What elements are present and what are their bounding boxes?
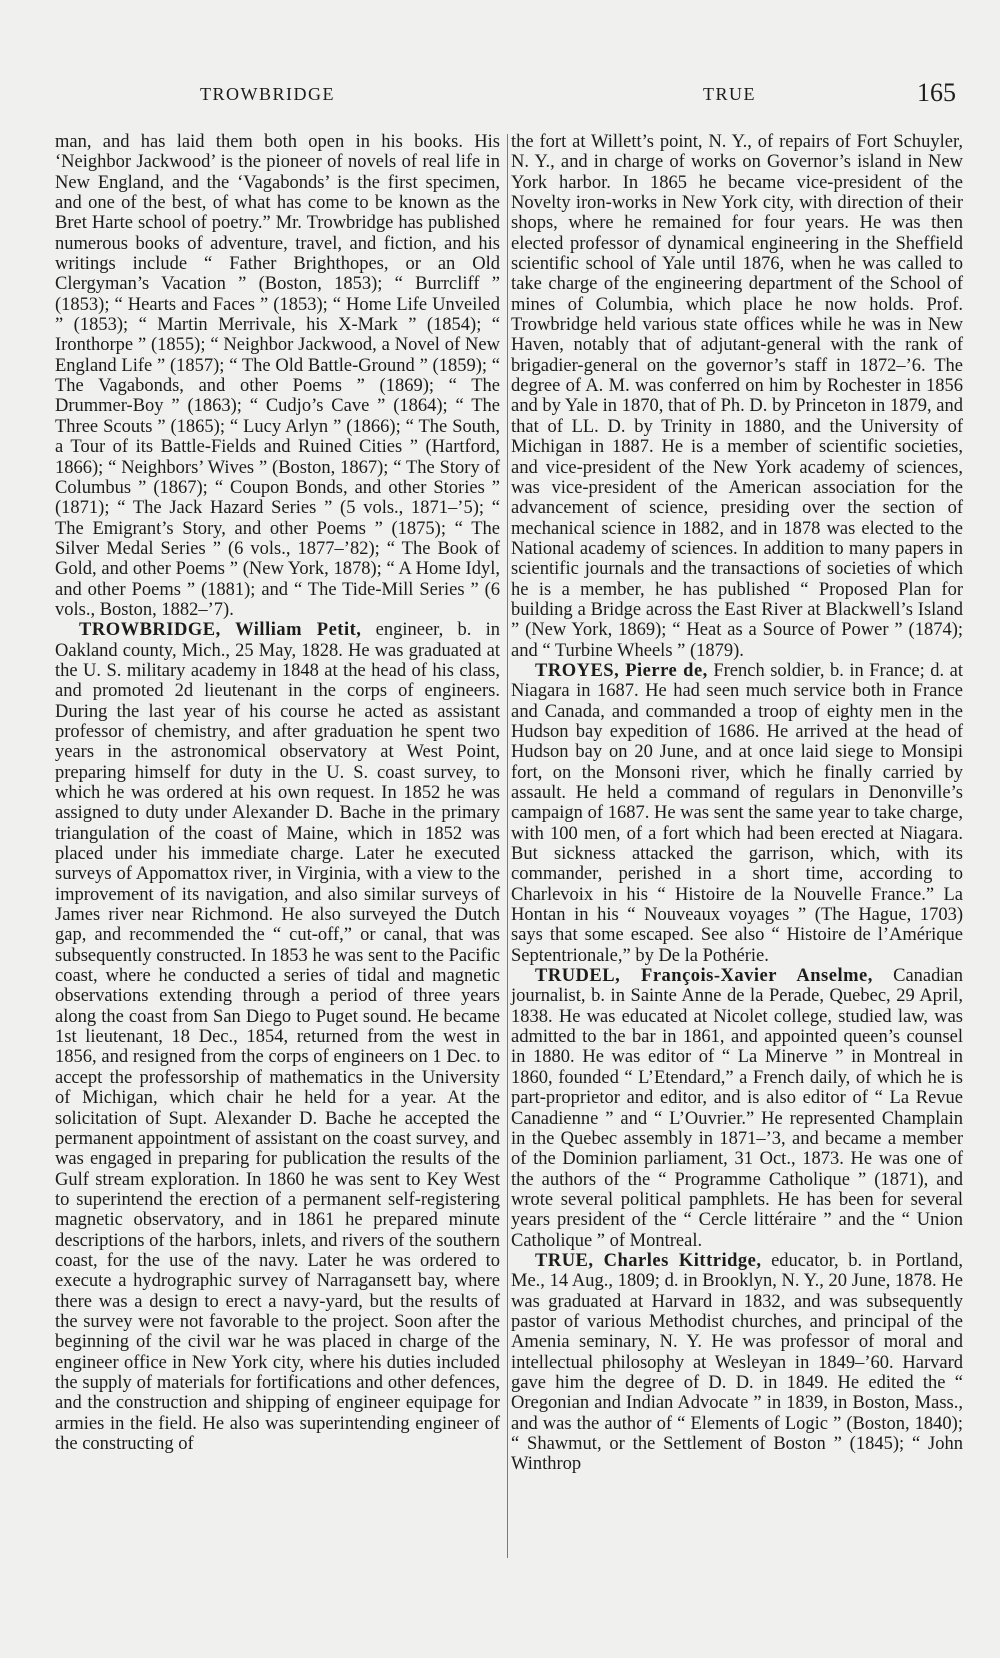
entry-body: educator, b. in Portland, Me., 14 Aug., 1809; d. in Brooklyn, N. Y., 20 June, 1878. He was graduated at Harvard in 1832, and was subsequently pastor of various Methodist churches, and principal of the Amenia seminary, N. Y. He was professor of moral and intellectual philosophy at Wesleyan in 1849–’60. Harvard gave him the degree of D. D. in 1849. He edited the “ Oregonian and Indian Advocate ” in 1839, in Boston, Mass., and was the author of “ Elements of Logic ” (Boston, 1840); “ Shawmut, or the Settlement of Boston ” (1845); “ John Winthrop bbox=[511, 1250, 964, 1475]
entry-body: Canadian journalist, b. in Sainte Anne de la Perade, Quebec, 29 April, 1838. He was educated at Nicolet college, studied law, was admitted to the bar in 1861, and appointed queen’s counsel in 1880. He was editor of “ La Minerve ” in Montreal in 1860, founded “ L’Etendard,” a French daily, of which he is part-proprietor and editor, and is also editor of “ La Revue Canadienne ” and “ L’Ouvrier.” He represented Champlain in the Quebec assembly in 1871–’3, and became a member of the Dominion parliament, 31 Oct., 1873. He was one of the authors of the “ Programme Catholique ” (1871), and wrote several political pamphlets. He has been for several years president of the “ Cercle littéraire ” and the “ Union Catholique ” of Montreal. bbox=[511, 966, 963, 1251]
left-column bbox=[55, 132, 500, 1454]
running-head-center: TRUE bbox=[703, 84, 756, 104]
page-number: 165 bbox=[917, 78, 956, 107]
entry-headword: TROWBRIDGE, William Petit, bbox=[79, 620, 362, 641]
continued-paragraph: the fort at Willett’s point, N. Y., of repairs of Fort Schuyler, N. Y., and in charge of works on Governor’s island in New York harbor. In 1865 he became vice-president of the Novelty iron-works in New York city, with direction of their shops, where he remained for four years. He was then elected professor of dynamical engineering in the Sheffield scientific school of Yale until 1876, when he was called to take charge of the engineering department of the School of mines of Columbia, which place he now holds. Prof. Trowbridge held various state offices while he was in New Haven, notably that of adjutant-general with the rank of brigadier-general on the governor’s staff in 1872–’6. The degree of A. M. was conferred on him by Rochester in 1856 and by Yale in 1870, that of Ph. D. by Princeton in 1879, and that of LL. D. by Trinity in 1880, and the University of Michigan in 1887. He is a member of scientific societies, and vice-president of the New York academy of sciences, was vice-president of the American association for the advancement of science, presiding over the section of mechanical science in 1882, and in 1878 was elected to the National academy of sciences. In addition to many papers in scientific journals and the transactions of societies of which he is a member, he has published “ Proposed Plan for building a Bridge across the East River at Blackwell’s Island ” (New York, 1869); “ Heat as a Source of Power ” (1874); and “ Turbine Wheels ” (1879). bbox=[511, 132, 963, 661]
entry-headword: TROYES, Pierre de, bbox=[535, 660, 708, 681]
entry-headword: TRUE, Charles Kittridge, bbox=[535, 1250, 762, 1271]
running-head bbox=[0, 78, 1000, 112]
entry-body: engineer, b. in Oakland county, Mich., 25 May, 1828. He was graduated at the U. S. military academy in 1848 at the head of his class, and promoted 2d lieutenant in the corps of engineers. During the last year of his course he acted as assistant professor of chemistry, and after graduation he spent two years in the astronomical observatory at West Point, preparing himself for duty in the U. S. coast survey, to which he was ordered at his own request. In 1852 he was assigned to duty under Alexander D. Bache in the primary triangulation of the coast of Maine, which in 1852 was placed under his immediate charge. Later he executed surveys of Appomattox river, in Virginia, with a view to the improvement of its navigation, and also similar surveys of James river near Richmond. He also surveyed the Dutch gap, and recommended the “ cut-off,” or canal, that was subsequently constructed. In 1853 he was sent to the Pacific coast, where he conducted a series of tidal and magnetic observations extending through a period of three years along the coast from San Diego to Puget sound. He became 1st lieutenant, 18 Dec., 1854, returned from the west in 1856, and resigned from the corps of engineers on 1 Dec. to accept the professorship of mathematics in the University of Michigan, which chair he held for a year. At the solicitation of Supt. Alexander D. Bache he accepted the permanent appointment of assistant on the coast survey, and was engaged in preparing for publication the results of the Gulf stream exploration. In 1860 he was sent to Key West to superintend the erection of a permanent self-registering magnetic observatory, and in 1861 he prepared minute descriptions of the harbors, inlets, and rivers of the southern coast, for the use of the navy. Later he was ordered to execute a hydrographic survey of Narragansett bay, where there was a design to erect a navy-yard, but the results of the survey were not favorable to the project. Soon after the beginning of the civil war he was placed in charge of the engineer office in New York city, where his duties included the supply of materials for fortifications and other defences, and the construction and shipping of engineer equipage for armies in the field. He also was superintending engineer of the constructing of bbox=[55, 620, 500, 1454]
running-head-left: TROWBRIDGE bbox=[200, 84, 335, 104]
entry-trowbridge-william bbox=[55, 620, 500, 1454]
continued-paragraph: man, and has laid them both open in his books. His ‘Neighbor Jackwood’ is the pioneer of novels of real life in New England, and the ‘Vagabonds’ is the first specimen, and one of the best, of what has come to be known as the Bret Harte school of poetry.” Mr. Trowbridge has published numerous books of adventure, travel, and fiction, and his writings include “ Father Brighthopes, or an Old Clergyman’s Vacation ” (Boston, 1853); “ Burrcliff ” (1853); “ Hearts and Faces ” (1853); “ Home Life Unveiled ” (1853); “ Martin Merrivale, his X-Mark ” (1854); “ Ironthorpe ” (1855); “ Neighbor Jackwood, a Novel of New England Life ” (1857); “ The Old Battle-Ground ” (1859); “ The Vagabonds, and other Poems ” (1869); “ The Drummer-Boy ” (1863); “ Cudjo’s Cave ” (1864); “ The Three Scouts ” (1865); “ Lucy Arlyn ” (1866); “ The South, a Tour of its Battle-Fields and Ruined Cities ” (Hartford, 1866); “ Neighbors’ Wives ” (Boston, 1867); “ The Story of Columbus ” (1867); “ Coupon Bonds, and other Stories ” (1871); “ The Jack Hazard Series ” (5 vols., 1871–’5); “ The Emigrant’s Story, and other Poems ” (1875); “ The Silver Medal Series ” (6 vols., 1877–’82); “ The Book of Gold, and other Poems ” (New York, 1878); “ A Home Idyl, and other Poems ” (1881); and “ The Tide-Mill Series ” (6 vols., Boston, 1882–’7). bbox=[55, 132, 500, 620]
entry-body: French soldier, b. in France; d. at Niagara in 1687. He had seen much service both in France and Canada, and commanded a troop of eighty men in the Hudson bay expedition of 1686. He arrived at the head of Hudson bay on 20 June, and at once laid siege to Monsipi fort, on the Monsoni river, which he finally carried by assault. He held a command of regulars in Denonville’s campaign of 1687. He was sent the same year to take charge, with 100 men, of a fort which had been erected at Niagara. But sickness attacked the garrison, which, with its commander, perished in a short time, according to Charlevoix in his “ Histoire de la Nouvelle France.” La Hontan in his “ Nouveaux voyages ” (The Hague, 1703) says that some escaped. See also “ Histoire de l’Amérique Septentrionale,” by De la Pothérie. bbox=[511, 660, 963, 966]
right-column bbox=[511, 132, 963, 1475]
column-divider bbox=[507, 134, 508, 1558]
entry-trudel-francois bbox=[511, 966, 963, 1251]
entry-headword: TRUDEL, François-Xavier Anselme, bbox=[535, 966, 873, 987]
entry-true-charles bbox=[511, 1251, 963, 1475]
entry-troyes-pierre bbox=[511, 661, 963, 966]
